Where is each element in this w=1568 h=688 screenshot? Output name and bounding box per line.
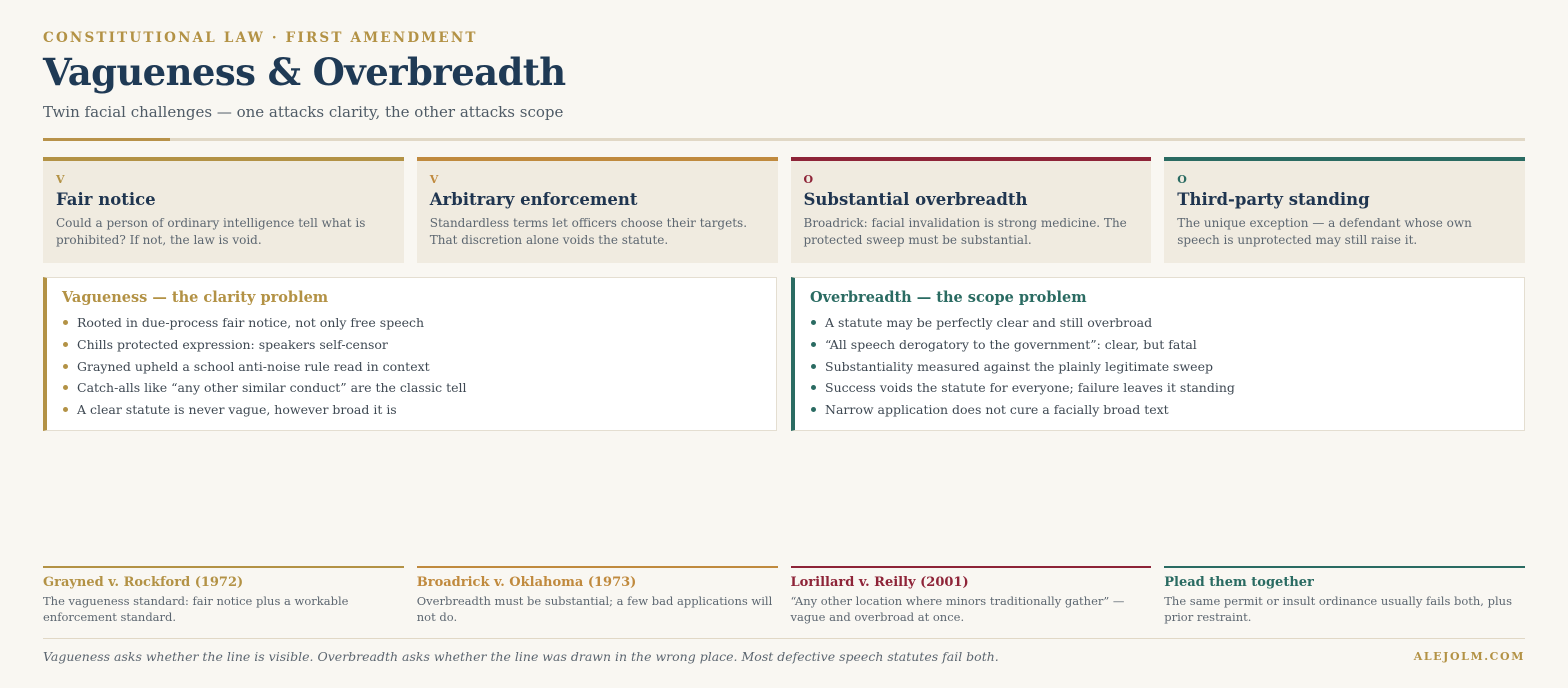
footer-brand: ALEJOLM.COM xyxy=(1413,650,1525,663)
list-item-text: “All speech derogatory to the government”: clear, but fatal xyxy=(825,336,1197,352)
card-text: Broadrick: facial invalidation is strong medicine. The protected sweep must be substantial. xyxy=(803,216,1127,247)
bullet-list xyxy=(810,312,1509,421)
card-title: Fair notice xyxy=(56,190,156,209)
doctrine-cards xyxy=(43,157,1525,263)
footer-note: Vagueness asks whether the line is visible. Overbreadth asks whether the line was drawn in the wrong place. Most defective speech statutes fail both. xyxy=(43,649,999,664)
case-title: Broadrick v. Oklahoma (1973) xyxy=(416,575,637,590)
list-item-text: A clear statute is never vague, however broad it is xyxy=(77,402,397,418)
list-item xyxy=(62,356,761,378)
page-subtitle: Twin facial challenges — one attacks clarity, the other attacks scope xyxy=(43,103,564,121)
list-item xyxy=(810,399,1509,421)
list-item xyxy=(62,377,761,399)
bullet-dot xyxy=(63,364,68,369)
case-text: Overbreadth must be substantial; a few bad applications will not do. xyxy=(416,594,773,624)
card-tag: V xyxy=(56,173,66,186)
eyebrow: CONSTITUTIONAL LAW · FIRST AMENDMENT xyxy=(43,30,478,46)
list-item xyxy=(62,399,761,421)
list-item-text: Rooted in due-process fair notice, not only free speech xyxy=(77,315,425,330)
case-grayned xyxy=(43,566,404,628)
case-title: Lorillard v. Reilly (2001) xyxy=(790,575,969,590)
card-tag: V xyxy=(429,173,440,186)
case-plead-together xyxy=(1164,566,1525,628)
case-title: Plead them together xyxy=(1164,575,1314,590)
card-text: Standardless terms let officers choose their targets. That discretion alone voids the statute. xyxy=(429,216,748,247)
card-third-party-standing xyxy=(1164,157,1525,263)
bullet-dot xyxy=(63,320,68,325)
bullet-dot xyxy=(811,364,816,369)
card-text: The unique exception — a defendant whose own speech is unprotected may still raise it. xyxy=(1177,216,1472,247)
bullet-dot xyxy=(811,342,816,347)
list-item-text: Success voids the statute for everyone; failure leaves it standing xyxy=(825,380,1235,396)
list-item-text: Substantiality measured against the plainly legitimate sweep xyxy=(825,358,1213,374)
card-substantial-overbreadth xyxy=(791,157,1152,263)
header-divider xyxy=(43,138,1525,141)
list-item-text: Catch-alls like “any other similar conduct” are the classic tell xyxy=(77,380,467,396)
page-title: Vagueness & Overbreadth xyxy=(43,50,566,94)
case-broadrick xyxy=(417,566,778,628)
card-title: Arbitrary enforcement xyxy=(429,190,638,209)
panel-overbreadth xyxy=(791,277,1525,431)
bullet-dot xyxy=(811,385,816,390)
panel-title: Vagueness — the clarity problem xyxy=(62,289,329,306)
page xyxy=(43,0,1525,688)
list-item-text: A statute may be perfectly clear and still overbroad xyxy=(825,315,1153,330)
bullet-list xyxy=(62,312,761,421)
list-item xyxy=(810,334,1509,356)
comparison-panels xyxy=(43,277,1525,431)
bullet-dot xyxy=(811,320,816,325)
list-item xyxy=(62,334,761,356)
list-item xyxy=(810,312,1509,334)
footer-divider xyxy=(43,638,1525,639)
panel-vagueness xyxy=(43,277,777,431)
case-text: The same permit or insult ordinance usually fails both, plus prior restraint. xyxy=(1164,594,1512,624)
list-item-text: Grayned upheld a school anti-noise rule read in context xyxy=(77,358,430,374)
list-item-text: Chills protected expression: speakers self-censor xyxy=(77,336,388,352)
case-lorillard xyxy=(791,566,1152,628)
bullet-dot xyxy=(811,407,816,412)
bullet-dot xyxy=(63,385,68,390)
bullet-dot xyxy=(63,342,68,347)
case-references xyxy=(43,566,1525,628)
card-arbitrary-enforcement xyxy=(417,157,778,263)
bullet-dot xyxy=(63,407,68,412)
card-title: Third-party standing xyxy=(1177,190,1370,209)
card-tag: O xyxy=(803,173,815,186)
case-text: The vagueness standard: fair notice plus a workable enforcement standard. xyxy=(43,594,349,624)
card-text: Could a person of ordinary intelligence tell what is prohibited? If not, the law is void. xyxy=(56,216,366,247)
list-item xyxy=(810,377,1509,399)
card-fair-notice xyxy=(43,157,404,263)
header-divider-accent xyxy=(43,138,170,141)
card-tag: O xyxy=(1177,173,1188,186)
case-title: Grayned v. Rockford (1972) xyxy=(43,575,244,590)
case-text: “Any other location where minors traditionally gather” — vague and overbroad at once. xyxy=(790,594,1125,624)
list-item xyxy=(62,312,761,334)
list-item xyxy=(810,356,1509,378)
list-item-text: Narrow application does not cure a facially broad text xyxy=(825,402,1169,418)
card-title: Substantial overbreadth xyxy=(803,190,1028,209)
panel-title: Overbreadth — the scope problem xyxy=(810,289,1087,306)
